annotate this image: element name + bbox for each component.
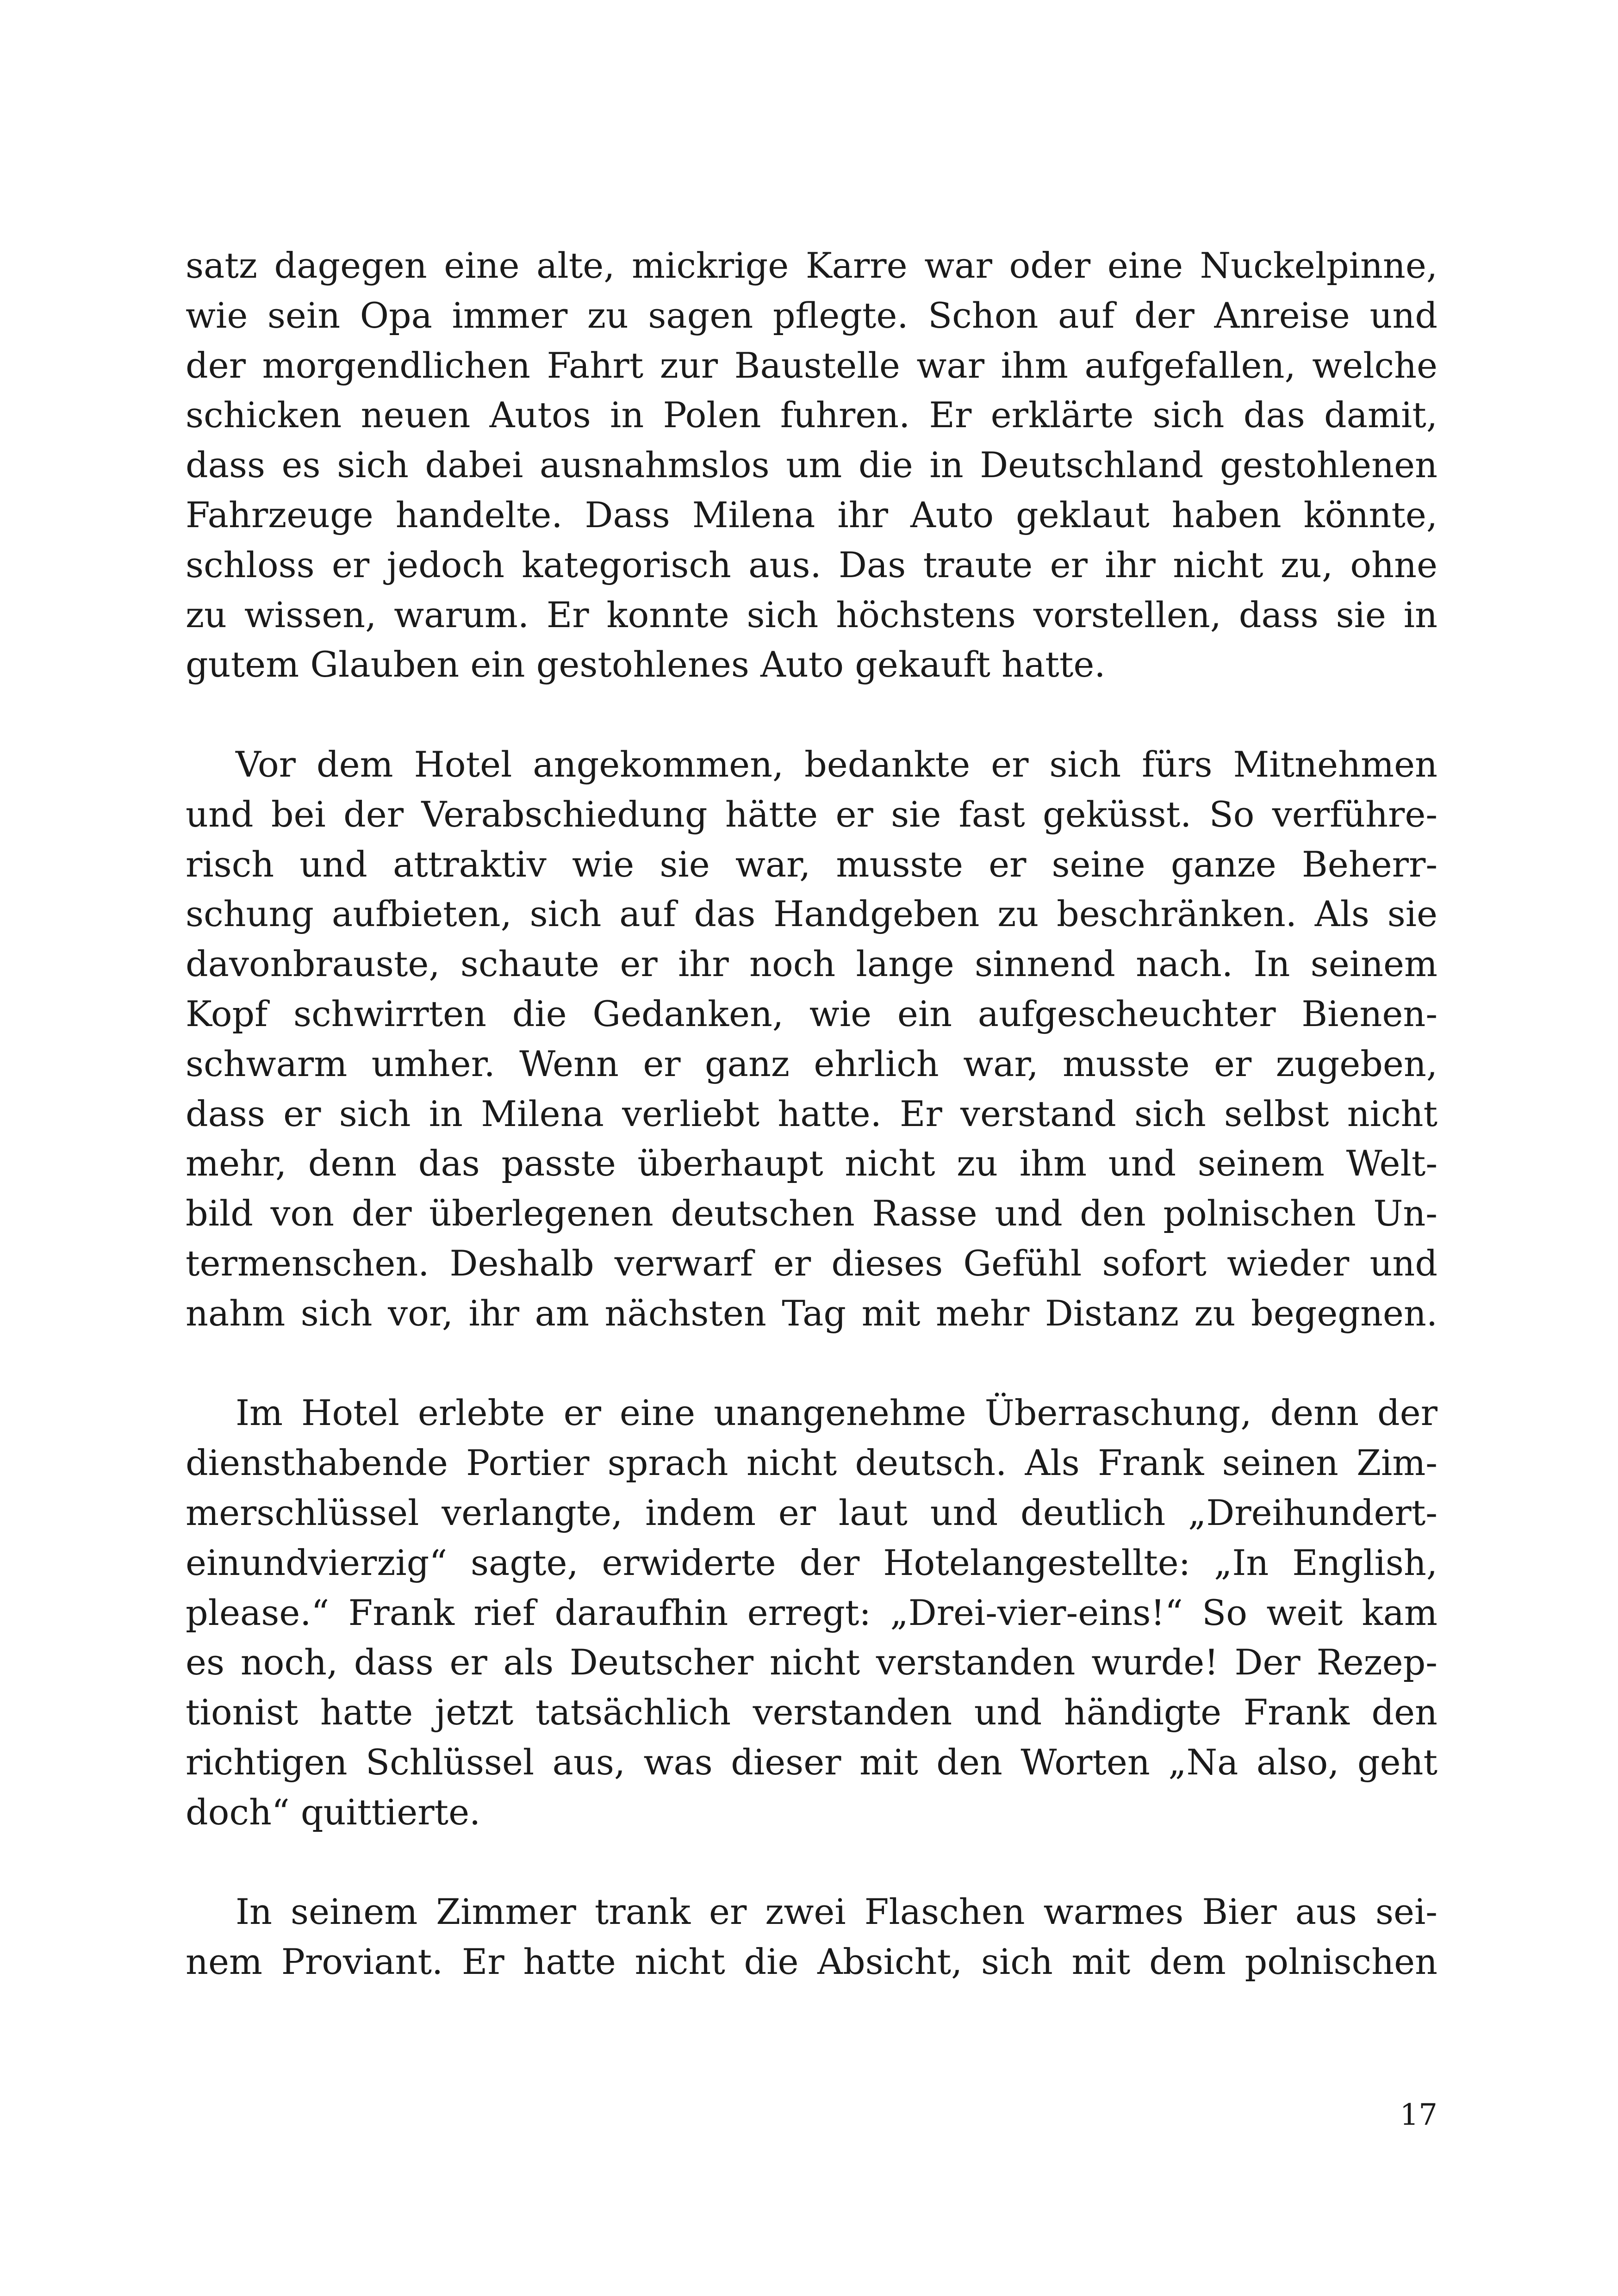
text-line: Fahrzeuge handelte. Dass Milena ihr Auto geklaut haben könnte, — [186, 494, 1438, 535]
text-line: In seinem Zimmer trank er zwei Flaschen warmes Bier aus sei- — [236, 1891, 1438, 1933]
text-line: mehr, denn das passte überhaupt nicht zu ihm und seinem Welt- — [186, 1143, 1438, 1184]
text-line: bild von der überlegenen deutschen Rasse und den polnischen Un- — [186, 1193, 1438, 1234]
text-line: tionist hatte jetzt tatsächlich verstanden und händigte Frank den — [186, 1692, 1438, 1733]
paragraph-3 — [186, 1388, 1438, 1837]
text-line: der morgendlichen Fahrt zur Baustelle war ihm aufgefallen, welche — [186, 344, 1438, 386]
body-text — [186, 241, 1438, 1987]
text-line: termenschen. Deshalb verwarf er dieses Gefühl sofort wieder und — [186, 1242, 1438, 1284]
paragraph-gap — [186, 1338, 1438, 1388]
text-line: Vor dem Hotel angekommen, bedankte er sich fürs Mitnehmen — [236, 743, 1438, 785]
text-line: please.“ Frank rief daraufhin erregt: „Drei-vier-eins!“ So weit kam — [186, 1592, 1438, 1633]
text-line: es noch, dass er als Deutscher nicht verstanden wurde! Der Rezep- — [186, 1642, 1438, 1683]
text-line: risch und attraktiv wie sie war, musste er seine ganze Beherr- — [186, 843, 1438, 885]
text-line: dass er sich in Milena verliebt hatte. Er verstand sich selbst nicht — [186, 1093, 1438, 1134]
text-line: Kopf schwirrten die Gedanken, wie ein aufgescheuchter Bienen- — [186, 993, 1438, 1034]
text-line: schung aufbieten, sich auf das Handgeben zu beschränken. Als sie — [186, 893, 1438, 935]
text-line: einundvierzig“ sagte, erwiderte der Hotelangestellte: „In English, — [186, 1542, 1438, 1583]
text-line: schwarm umher. Wenn er ganz ehrlich war, musste er zugeben, — [186, 1043, 1438, 1084]
text-line: diensthabende Portier sprach nicht deutsch. Als Frank seinen Zim- — [186, 1442, 1438, 1484]
text-line: gutem Glauben ein gestohlenes Auto gekauft hatte. — [186, 644, 1106, 685]
text-line: wie sein Opa immer zu sagen pflegte. Schon auf der Anreise und — [186, 294, 1438, 336]
text-line: und bei der Verabschiedung hätte er sie fast geküsst. So verführe- — [186, 793, 1438, 835]
text-line: doch“ quittierte. — [186, 1791, 481, 1833]
paragraph-gap — [186, 690, 1438, 740]
text-line: nem Proviant. Er hatte nicht die Absicht, sich mit dem polnischen — [186, 1941, 1438, 1983]
text-line: davonbrauste, schaute er ihr noch lange sinnend nach. In seinem — [186, 943, 1438, 985]
text-line: nahm sich vor, ihr am nächsten Tag mit mehr Distanz zu begegnen. — [186, 1292, 1438, 1334]
paragraph-2 — [186, 740, 1438, 1338]
paragraph-gap — [186, 1837, 1438, 1887]
text-line: schicken neuen Autos in Polen fuhren. Er erklärte sich das damit, — [186, 394, 1438, 436]
text-line: merschlüssel verlangte, indem er laut und deutlich „Dreihundert- — [186, 1492, 1438, 1533]
text-line: dass es sich dabei ausnahmslos um die in Deutschland gestohlenen — [186, 444, 1438, 486]
paragraph-1 — [186, 241, 1438, 690]
text-line: zu wissen, warum. Er konnte sich höchstens vorstellen, dass sie in — [186, 594, 1438, 635]
page-number: 17 — [1400, 2098, 1438, 2132]
text-line: richtigen Schlüssel aus, was dieser mit den Worten „Na also, geht — [186, 1741, 1438, 1783]
text-line: Im Hotel erlebte er eine unangenehme Überraschung, denn der — [236, 1392, 1438, 1434]
paragraph-4 — [186, 1887, 1438, 1987]
text-line: satz dagegen eine alte, mickrige Karre war oder eine Nuckelpinne, — [186, 245, 1438, 286]
text-line: schloss er jedoch kategorisch aus. Das traute er ihr nicht zu, ohne — [186, 544, 1438, 585]
